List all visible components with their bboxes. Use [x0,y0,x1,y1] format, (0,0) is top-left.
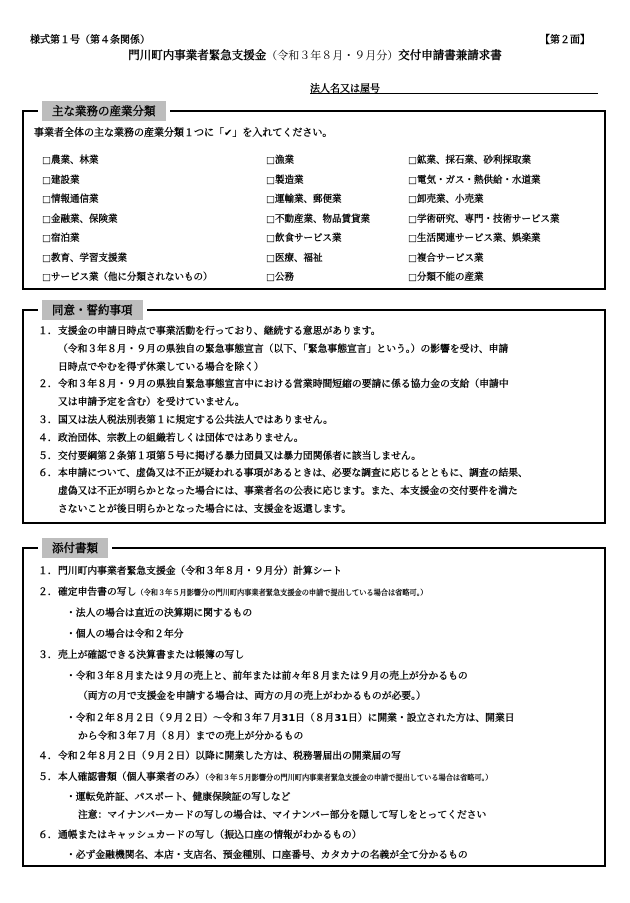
attach-item-2: ２．確定申告書の写し（令和３年５月影響分の門川町内事業者緊急支援金の申請で提出している場合は省略可。） [38,587,428,598]
corp-name-label: 法人名又は屋号 [310,84,380,95]
industry-option[interactable]: □農業、林業 [42,155,99,166]
industry-option[interactable]: □複合サービス業 [408,252,484,264]
industry-option[interactable]: □学術研究、専門・技術サービス業 [408,213,560,225]
attachments-section-label [38,538,112,558]
industry-option[interactable]: □鉱業、採石業、砂利採取業 [408,155,531,166]
industry-intro: 事業者全体の主な業務の産業分類１つに「✔」を入れてください。 [34,128,333,139]
page-label: 【第２面】 [540,35,590,46]
attach-item-4: ４．令和２年８月２日（９月２日）以降に開業した方は、税務署届出の開業届の写 [38,751,401,762]
title-tail: 交付申請書兼請求書 [398,48,502,62]
attach-item-3b: （両方の月で支援金を申請する場合は、両方の月の売上がわかるものが必要。） [78,691,426,702]
consent-section-label [38,300,147,320]
industry-option[interactable]: □サービス業（他に分類されないもの） [42,272,213,283]
consent-line: 又は申請予定を含む）を受けていません。 [58,397,245,409]
industry-option[interactable]: □漁業 [266,155,294,166]
title-period: （令和３年８月・９月分） [266,49,399,62]
attach-item-3: ３．売上が確認できる決算書または帳簿の写し [38,650,245,661]
industry-option[interactable]: □運輸業、郵便業 [266,194,342,205]
consent-line: ２．令和３年８月・９月の県独自緊急事態宣言中における営業時間短縮の要請に係る協力金の支給（申請中 [38,379,509,391]
attach-item-2b: ・個人の場合は令和２年分 [66,629,184,640]
attach-item-5-note: （令和３年５月影響分の門川町内事業者緊急支援金の申請で提出している場合は省略可。） [204,773,493,782]
consent-line: さないことが後日明らかとなった場合には、支援金を返還します。 [58,504,352,515]
industry-option[interactable]: □分類不能の産業 [408,272,484,283]
consent-line: 虚偽又は不正が明らかとなった場合には、事業者名の公表に応じます。また、本支援金の交付要件を満た [58,486,518,498]
industry-section [22,104,606,290]
attach-item-3d: から令和３年７月（８月）までの売上が分かるもの [78,731,304,742]
industry-option[interactable]: □飲食サービス業 [266,233,342,244]
industry-option[interactable]: □教育、学習支援業 [42,252,127,264]
consent-section [22,303,606,524]
attach-item-2a: ・法人の場合は直近の決算期に関するもの [66,608,253,619]
consent-line: ６．本申請について、虚偽又は不正が疑われる事項があるときは、必要な調査に応じるとともに、調査の結果、 [38,468,528,480]
industry-section-label [38,101,170,121]
attach-item-6a: ・必ず金融機関名、本店・支店名、預金種別、口座番号、カタカナの名義が全て分かるもの [66,850,468,861]
attach-item-5a: ・運転免許証、パスポート、健康保険証の写しなど [66,792,291,803]
form-number: 様式第１号（第４条関係） [30,35,150,46]
consent-line: ４．政治団体、宗教上の組織若しくは団体ではありません。 [38,432,304,444]
industry-option[interactable]: □情報通信業 [42,194,99,205]
attach-item-5: ５．本人確認書類（個人事業者のみ）（令和３年５月影響分の門川町内事業者緊急支援金の申請で提出している場合は省略可。） [38,772,493,783]
attach-item-2-note: （令和３年５月影響分の門川町内事業者緊急支援金の申請で提出している場合は省略可。） [136,588,428,597]
attachments-section [22,541,606,867]
title-main: 門川町内事業者緊急支援金 [128,48,267,62]
corp-name-field[interactable] [310,93,598,94]
industry-option[interactable]: □公務 [266,272,294,283]
consent-line: （令和３年８月・９月の県独自の緊急事態宣言（以下、「緊急事態宣言」という。）の影響を受け、申請 [58,343,509,355]
consent-label-text: 同意・誓約事項 [42,300,143,320]
industry-option[interactable]: □生活関連サービス業、娯楽業 [408,233,541,244]
industry-option[interactable]: □建設業 [42,174,80,186]
attach-item-6: ６．通帳またはキャッシュカードの写し（振込口座の情報がわかるもの） [38,830,362,841]
industry-option[interactable]: □金融業、保険業 [42,213,118,225]
attach-item-3c: ・令和２年８月２日（９月２日）～令和３年７月31日（８月31日）に開業・設立された方は、開業日 [66,713,515,724]
industry-option[interactable]: □宿泊業 [42,233,80,244]
consent-line: ５．交付要綱第２条第１項第５号に掲げる暴力団員又は暴力団関係者に該当しません。 [38,450,422,462]
attach-item-1: １．門川町内事業者緊急支援金（令和３年８月・９月分）計算シート [38,566,343,577]
document-title [0,47,630,63]
industry-option[interactable]: □電気・ガス・熱供給・水道業 [408,174,541,186]
consent-line: 日時点でやむを得ず休業している場合を除く） [58,361,264,373]
consent-line: ３．国又は法人税法別表第１に規定する公共法人ではありません。 [38,415,333,426]
industry-option[interactable]: □不動産業、物品賃貸業 [266,213,370,225]
attachments-label-text: 添付書類 [42,538,108,558]
industry-option[interactable]: □製造業 [266,174,304,186]
industry-option[interactable]: □医療、福祉 [266,252,323,264]
attach-item-5b: 注意：マイナンバーカードの写しの場合は、マイナンバー部分を隠して写しをとってください [78,810,487,821]
industry-option[interactable]: □卸売業、小売業 [408,194,484,205]
consent-line: １．支援金の申請日時点で事業活動を行っており、継続する意思があります。 [38,326,381,337]
attach-item-3a: ・令和３年８月または９月の売上と、前年または前々年８月または９月の売上が分かるもの [66,671,468,682]
industry-label-text: 主な業務の産業分類 [42,101,166,121]
